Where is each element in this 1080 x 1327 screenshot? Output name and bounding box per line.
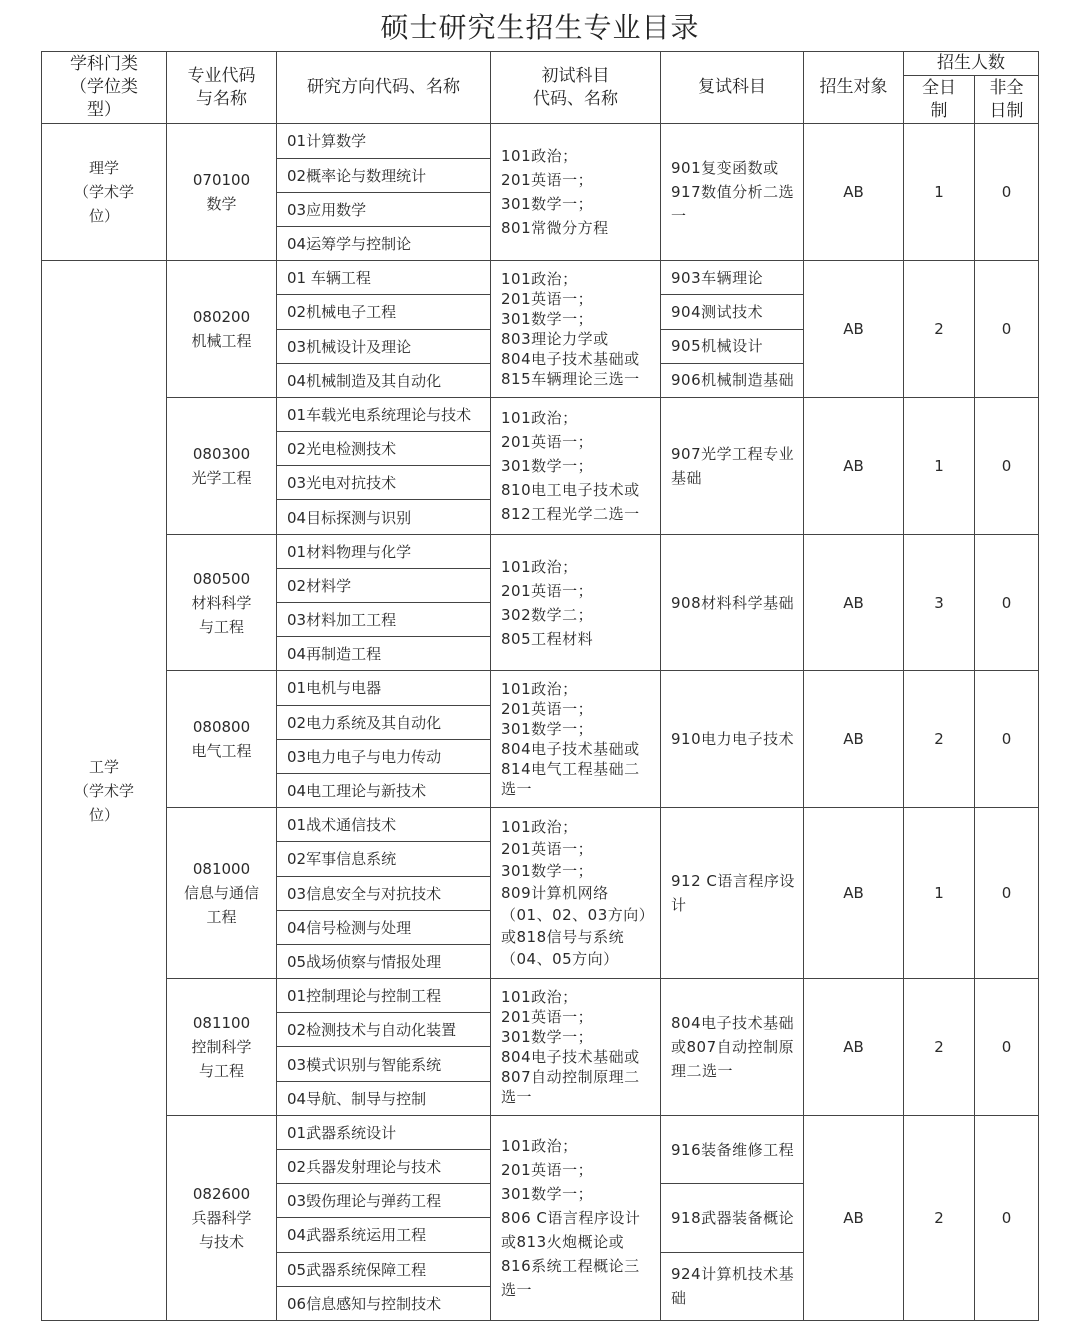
major-cell <box>167 124 277 261</box>
parttime-cell: 0 <box>975 979 1039 1116</box>
major-cell <box>167 808 277 979</box>
parttime-cell: 0 <box>975 671 1039 808</box>
fulltime-cell: 1 <box>904 808 975 979</box>
exam-line: 201英语一； <box>501 1160 594 1179</box>
major-cell <box>167 1115 277 1320</box>
direction-cell: 04目标探测与识别 <box>277 500 491 534</box>
major-name: 控制科学 <box>191 1037 252 1056</box>
header-retest: 复试科目 <box>661 52 804 124</box>
parttime-cell: 0 <box>975 261 1039 398</box>
major-code: 080200 <box>192 308 251 327</box>
exam-line: 301数学一； <box>501 456 594 475</box>
retest-cell: 908材料科学基础 <box>661 534 804 671</box>
exam-cell <box>491 1115 661 1320</box>
direction-cell: 02机械电子工程 <box>277 295 491 329</box>
major-code: 070100 <box>192 171 251 190</box>
major-name: 数学 <box>206 195 237 214</box>
exam-line: 809计算机网络（01、02、03方向）或818信号与系统（04、05方向） <box>501 884 647 969</box>
major-cell <box>167 534 277 671</box>
table-row <box>42 397 1039 431</box>
major-name: 与技术 <box>198 1232 244 1251</box>
exam-line: 201英语一； <box>501 581 594 600</box>
direction-cell: 04电工理论与新技术 <box>277 773 491 807</box>
target-cell: AB <box>804 808 904 979</box>
parttime-cell: 0 <box>975 808 1039 979</box>
major-code: 080500 <box>192 569 251 588</box>
direction-cell: 04运筹学与控制论 <box>277 226 491 260</box>
direction-cell: 03电力电子与电力传动 <box>277 739 491 773</box>
header-major-line: 与名称 <box>196 88 247 109</box>
major-name: 光学工程 <box>191 468 252 487</box>
direction-cell: 04导航、制导与控制 <box>277 1081 491 1115</box>
header-exam <box>491 52 661 124</box>
major-code: 080300 <box>192 444 251 463</box>
table-row <box>42 124 1039 158</box>
direction-cell: 05战场侦察与情报处理 <box>277 944 491 978</box>
header-discipline <box>42 52 167 124</box>
direction-cell: 05武器系统保障工程 <box>277 1252 491 1286</box>
major-name: 与工程 <box>198 617 244 636</box>
direction-cell: 04机械制造及其自动化 <box>277 363 491 397</box>
direction-cell: 03模式识别与智能系统 <box>277 1047 491 1081</box>
retest-cell: 906机械制造基础 <box>661 363 804 397</box>
direction-cell: 01武器系统设计 <box>277 1115 491 1149</box>
direction-cell: 01材料物理与化学 <box>277 534 491 568</box>
retest-cell: 901复变函数或917数值分析二选一 <box>661 124 804 261</box>
direction-cell: 01车载光电系统理论与技术 <box>277 397 491 431</box>
major-name: 材料科学 <box>191 593 252 612</box>
fulltime-cell: 3 <box>904 534 975 671</box>
exam-line: 201英语一； <box>501 171 594 190</box>
direction-cell: 03材料加工工程 <box>277 603 491 637</box>
direction-cell: 01计算数学 <box>277 124 491 158</box>
direction-cell: 02电力系统及其自动化 <box>277 705 491 739</box>
target-cell: AB <box>804 124 904 261</box>
exam-cell <box>491 124 661 261</box>
direction-cell: 03光电对抗技术 <box>277 466 491 500</box>
major-code: 081100 <box>192 1013 251 1032</box>
major-name: 电气工程 <box>191 742 252 761</box>
parttime-cell: 0 <box>975 534 1039 671</box>
direction-cell: 03应用数学 <box>277 192 491 226</box>
exam-line: 201英语一； <box>501 840 594 859</box>
exam-line: 101政治； <box>501 557 578 576</box>
header-target: 招生对象 <box>804 52 904 124</box>
header-row <box>42 52 1039 76</box>
major-name: 兵器科学 <box>191 1208 252 1227</box>
exam-line: 810电工电子技术或812工程光学二选一 <box>501 480 640 523</box>
discipline-cell <box>42 124 167 261</box>
fulltime-cell: 2 <box>904 1115 975 1320</box>
direction-cell: 02军事信息系统 <box>277 842 491 876</box>
retest-cell: 918武器装备概论 <box>661 1184 804 1252</box>
fulltime-cell: 2 <box>904 261 975 398</box>
direction-cell: 02概率论与数理统计 <box>277 158 491 192</box>
exam-cell <box>491 397 661 534</box>
direction-cell: 02检测技术与自动化装置 <box>277 1013 491 1047</box>
direction-cell: 01控制理论与控制工程 <box>277 979 491 1013</box>
direction-cell: 04再制造工程 <box>277 637 491 671</box>
exam-line: 801常微分方程 <box>501 219 609 238</box>
retest-cell: 904测试技术 <box>661 295 804 329</box>
fulltime-cell: 2 <box>904 671 975 808</box>
direction-cell: 03毁伤理论与弹药工程 <box>277 1184 491 1218</box>
exam-line: 301数学一； <box>501 862 594 881</box>
exam-line: 101政治； <box>501 818 578 837</box>
exam-line: 101政治； <box>501 408 578 427</box>
header-enroll: 招生人数 <box>904 52 1039 76</box>
major-name: 工程 <box>206 908 237 927</box>
exam-line: 301数学一； <box>501 310 594 329</box>
exam-line: 201英语一； <box>501 290 594 309</box>
major-code: 081000 <box>192 860 251 879</box>
header-direction: 研究方向代码、名称 <box>277 52 491 124</box>
target-cell: AB <box>804 261 904 398</box>
retest-cell: 916装备维修工程 <box>661 1115 804 1183</box>
target-cell: AB <box>804 979 904 1116</box>
exam-line: 101政治； <box>501 680 578 699</box>
discipline-line: （学术学 <box>73 781 134 800</box>
target-cell: AB <box>804 397 904 534</box>
direction-cell: 02兵器发射理论与技术 <box>277 1150 491 1184</box>
exam-line: 805工程材料 <box>501 629 594 648</box>
header-parttime-line: 日制 <box>989 100 1024 121</box>
exam-line: 804电子技术基础或807自动控制原理二选一 <box>501 1047 640 1106</box>
table-row <box>42 979 1039 1013</box>
page-title: 硕士研究生招生专业目录 <box>380 11 700 44</box>
exam-cell <box>491 534 661 671</box>
exam-line: 101政治； <box>501 987 578 1006</box>
major-cell <box>167 979 277 1116</box>
exam-cell <box>491 979 661 1116</box>
header-exam-line: 代码、名称 <box>533 88 618 109</box>
exam-line: 101政治； <box>501 147 578 166</box>
header-discipline-line: 型） <box>87 100 121 121</box>
parttime-cell: 0 <box>975 1115 1039 1320</box>
retest-cell: 907光学工程专业基础 <box>661 397 804 534</box>
major-cell <box>167 671 277 808</box>
direction-cell: 01电机与电器 <box>277 671 491 705</box>
discipline-line: 位） <box>88 207 119 226</box>
exam-line: 201英语一； <box>501 432 594 451</box>
header-exam-line: 初试科目 <box>541 65 610 86</box>
exam-line: 804电子技术基础或814电气工程基础二选一 <box>501 740 640 799</box>
table-row <box>42 808 1039 842</box>
direction-cell: 04信号检测与处理 <box>277 910 491 944</box>
discipline-line: （学术学 <box>73 183 134 202</box>
exam-line: 101政治； <box>501 270 578 289</box>
header-fulltime-line: 全日 <box>922 77 956 98</box>
direction-cell: 02材料学 <box>277 568 491 602</box>
direction-cell: 06信息感知与控制技术 <box>277 1286 491 1320</box>
fulltime-cell: 1 <box>904 397 975 534</box>
exam-cell <box>491 808 661 979</box>
direction-cell: 04武器系统运用工程 <box>277 1218 491 1252</box>
discipline-line: 位） <box>88 805 119 824</box>
discipline-line: 工学 <box>88 757 119 776</box>
exam-line: 101政治； <box>501 1136 578 1155</box>
exam-line: 803理论力学或 <box>501 330 609 349</box>
exam-line: 201英语一； <box>501 700 594 719</box>
table-row <box>42 671 1039 705</box>
parttime-cell: 0 <box>975 397 1039 534</box>
retest-cell: 804电子技术基础或807自动控制原理二选一 <box>661 979 804 1116</box>
major-code: 080800 <box>192 718 251 737</box>
catalog-table <box>41 51 1039 1321</box>
direction-cell: 03信息安全与对抗技术 <box>277 876 491 910</box>
parttime-cell: 0 <box>975 124 1039 261</box>
exam-line: 301数学一； <box>501 1027 594 1046</box>
major-name: 信息与通信 <box>183 884 259 903</box>
direction-cell: 03机械设计及理论 <box>277 329 491 363</box>
major-name: 与工程 <box>198 1061 244 1080</box>
fulltime-cell: 1 <box>904 124 975 261</box>
direction-cell: 01 车辆工程 <box>277 261 491 295</box>
exam-line: 301数学一； <box>501 195 594 214</box>
header-fulltime-line: 制 <box>930 100 948 121</box>
header-fulltime <box>904 76 975 124</box>
major-code: 082600 <box>192 1184 251 1203</box>
direction-cell: 02光电检测技术 <box>277 432 491 466</box>
exam-line: 806 C语言程序设计或813火炮概论或816系统工程概论三选一 <box>501 1208 641 1299</box>
retest-cell: 912 C语言程序设计 <box>661 808 804 979</box>
exam-line: 301数学一； <box>501 720 594 739</box>
table-row <box>42 534 1039 568</box>
discipline-cell <box>42 261 167 1321</box>
header-major-line: 专业代码 <box>187 65 256 86</box>
exam-cell <box>491 261 661 398</box>
discipline-line: 理学 <box>88 159 119 178</box>
retest-cell: 903车辆理论 <box>661 261 804 295</box>
header-discipline-line: （学位类 <box>70 77 138 98</box>
exam-line: 804电子技术基础或815车辆理论三选一 <box>501 350 640 389</box>
direction-cell: 01战术通信技术 <box>277 808 491 842</box>
target-cell: AB <box>804 1115 904 1320</box>
retest-cell: 910电力电子技术 <box>661 671 804 808</box>
exam-line: 302数学二； <box>501 605 594 624</box>
exam-line: 301数学一； <box>501 1184 594 1203</box>
major-cell <box>167 261 277 398</box>
table-row <box>42 261 1039 295</box>
header-parttime-line: 非全 <box>989 77 1024 98</box>
target-cell: AB <box>804 534 904 671</box>
header-discipline-line: 学科门类 <box>70 54 138 75</box>
table-row <box>42 1115 1039 1149</box>
retest-cell: 924计算机技术基础 <box>661 1252 804 1320</box>
fulltime-cell: 2 <box>904 979 975 1116</box>
target-cell: AB <box>804 671 904 808</box>
major-name: 机械工程 <box>191 332 252 351</box>
header-major <box>167 52 277 124</box>
exam-cell <box>491 671 661 808</box>
exam-line: 201英语一； <box>501 1007 594 1026</box>
header-parttime <box>975 76 1039 124</box>
major-cell <box>167 397 277 534</box>
retest-cell: 905机械设计 <box>661 329 804 363</box>
